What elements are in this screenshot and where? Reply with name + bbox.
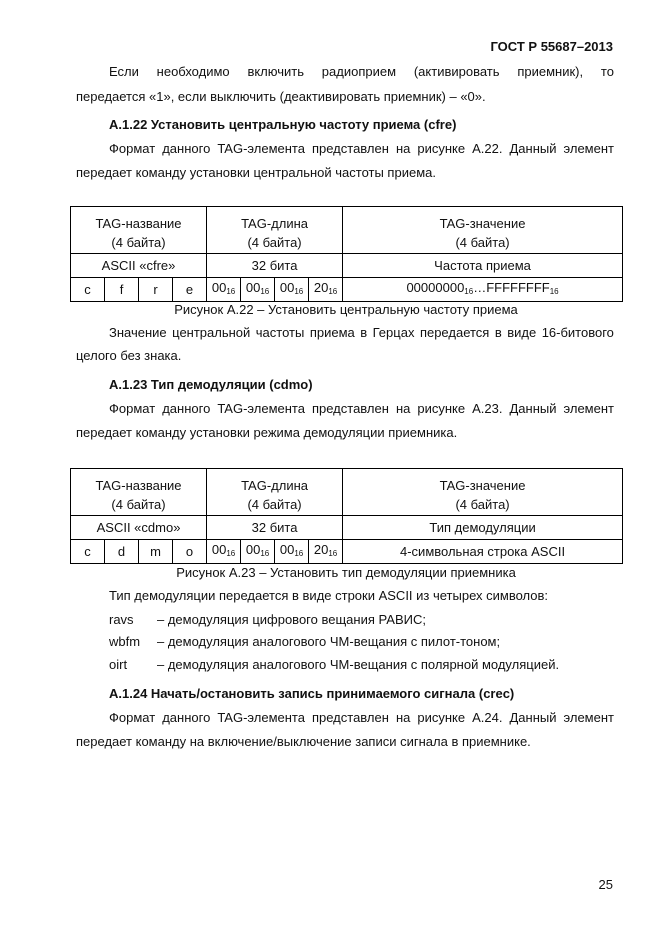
- tag-name-ascii: ASCII «cfre»: [71, 254, 207, 278]
- tag-value-description: Частота приема: [343, 254, 623, 278]
- section-a123-para-line-2: передает команду установки режима демодуляции приемника.: [76, 425, 458, 440]
- section-heading-a122: А.1.22 Установить центральную частоту приема (cfre): [109, 117, 457, 132]
- tag-char-cell: f: [105, 278, 139, 302]
- section-heading-a124: А.1.24 Начать/остановить запись принимаемого сигнала (crec): [109, 686, 515, 701]
- demod-description: – демодуляция аналогового ЧМ-вещания с полярной модуляцией.: [157, 657, 560, 672]
- page-number: 25: [598, 877, 613, 892]
- length-byte-cell: $00_{16}$: [275, 540, 309, 564]
- section-a122-after-line-1: Значение центральной частоты приема в Герцах передается в виде 16-битового: [109, 325, 614, 340]
- tag-char-cell: e: [173, 278, 207, 302]
- length-byte-cell: $20_{16}$: [309, 278, 343, 302]
- value-range-cell: $00000000_{16}\dots FFFFFFFF_{16}$: [343, 278, 623, 302]
- tag-char-cell: c: [71, 278, 105, 302]
- section-a122-para-line-1: Формат данного TAG-элемента представлен на рисунке А.22. Данный элемент: [109, 141, 614, 156]
- tag-length-size: (4 байта): [207, 231, 343, 254]
- demod-list-intro: Тип демодуляции передается в виде строки ASCII из четырех символов:: [109, 588, 549, 603]
- tag-value-header: TAG-значение: [343, 207, 623, 232]
- section-a124-para-line-1: Формат данного TAG-элемента представлен на рисунке А.24. Данный элемент: [109, 710, 614, 725]
- tag-format-table-cfre: [70, 206, 623, 302]
- tag-length-header: TAG-длина: [207, 469, 343, 494]
- length-byte-cell: $00_{16}$: [207, 278, 241, 302]
- tag-name-ascii: ASCII «cdmo»: [71, 516, 207, 540]
- length-byte-cell: $00_{16}$: [241, 278, 275, 302]
- tag-value-size: (4 байта): [343, 493, 623, 516]
- demod-code: wbfm: [109, 634, 141, 649]
- length-byte-cell: $20_{16}$: [309, 540, 343, 564]
- tag-name-header: TAG-название: [71, 469, 207, 494]
- length-byte-cell: $00_{16}$: [275, 278, 309, 302]
- tag-char-cell: o: [173, 540, 207, 564]
- tag-value-description: Тип демодуляции: [343, 516, 623, 540]
- length-byte-cell: $00_{16}$: [207, 540, 241, 564]
- tag-value-header: TAG-значение: [343, 469, 623, 494]
- tag-value-size: (4 байта): [343, 231, 623, 254]
- tag-char-cell: r: [139, 278, 173, 302]
- section-a123-para-line-1: Формат данного TAG-элемента представлен на рисунке А.23. Данный элемент: [109, 401, 614, 416]
- section-a124-para-line-2: передает команду на включение/выключение записи сигнала в приемнике.: [76, 734, 531, 749]
- tag-char-cell: m: [139, 540, 173, 564]
- length-byte-cell: $00_{16}$: [241, 540, 275, 564]
- intro-line-1: Если необходимо включить радиоприем (активировать приемник), то: [109, 64, 614, 79]
- tag-length-header: TAG-длина: [207, 207, 343, 232]
- tag-name-header: TAG-название: [71, 207, 207, 232]
- demod-description: – демодуляция аналогового ЧМ-вещания с пилот-тоном;: [157, 634, 501, 649]
- demod-description: – демодуляция цифрового вещания РАВИС;: [157, 612, 426, 627]
- tag-char-cell: c: [71, 540, 105, 564]
- figure-caption-a22: Рисунок А.22 – Установить центральную частоту приема: [174, 302, 518, 317]
- tag-name-size: (4 байта): [71, 231, 207, 254]
- tag-format-table-cdmo: [70, 468, 623, 564]
- tag-char-cell: d: [105, 540, 139, 564]
- intro-line-2: передается «1», если выключить (деактивировать приемник) – «0».: [76, 89, 486, 104]
- tag-length-bits: 32 бита: [207, 254, 343, 278]
- tag-name-size: (4 байта): [71, 493, 207, 516]
- tag-length-bits: 32 бита: [207, 516, 343, 540]
- section-a122-para-line-2: передает команду установки центральной частоты приема.: [76, 165, 436, 180]
- section-a122-after-line-2: целого без знака.: [76, 348, 182, 363]
- demod-code: ravs: [109, 612, 134, 627]
- section-heading-a123: А.1.23 Тип демодуляции (cdmo): [109, 377, 313, 392]
- tag-length-size: (4 байта): [207, 493, 343, 516]
- figure-caption-a23: Рисунок А.23 – Установить тип демодуляции приемника: [176, 565, 516, 580]
- demod-code: oirt: [109, 657, 128, 672]
- value-text-cell: 4-символьная строка ASCII: [343, 540, 623, 564]
- document-standard-id: ГОСТ Р 55687–2013: [490, 39, 613, 54]
